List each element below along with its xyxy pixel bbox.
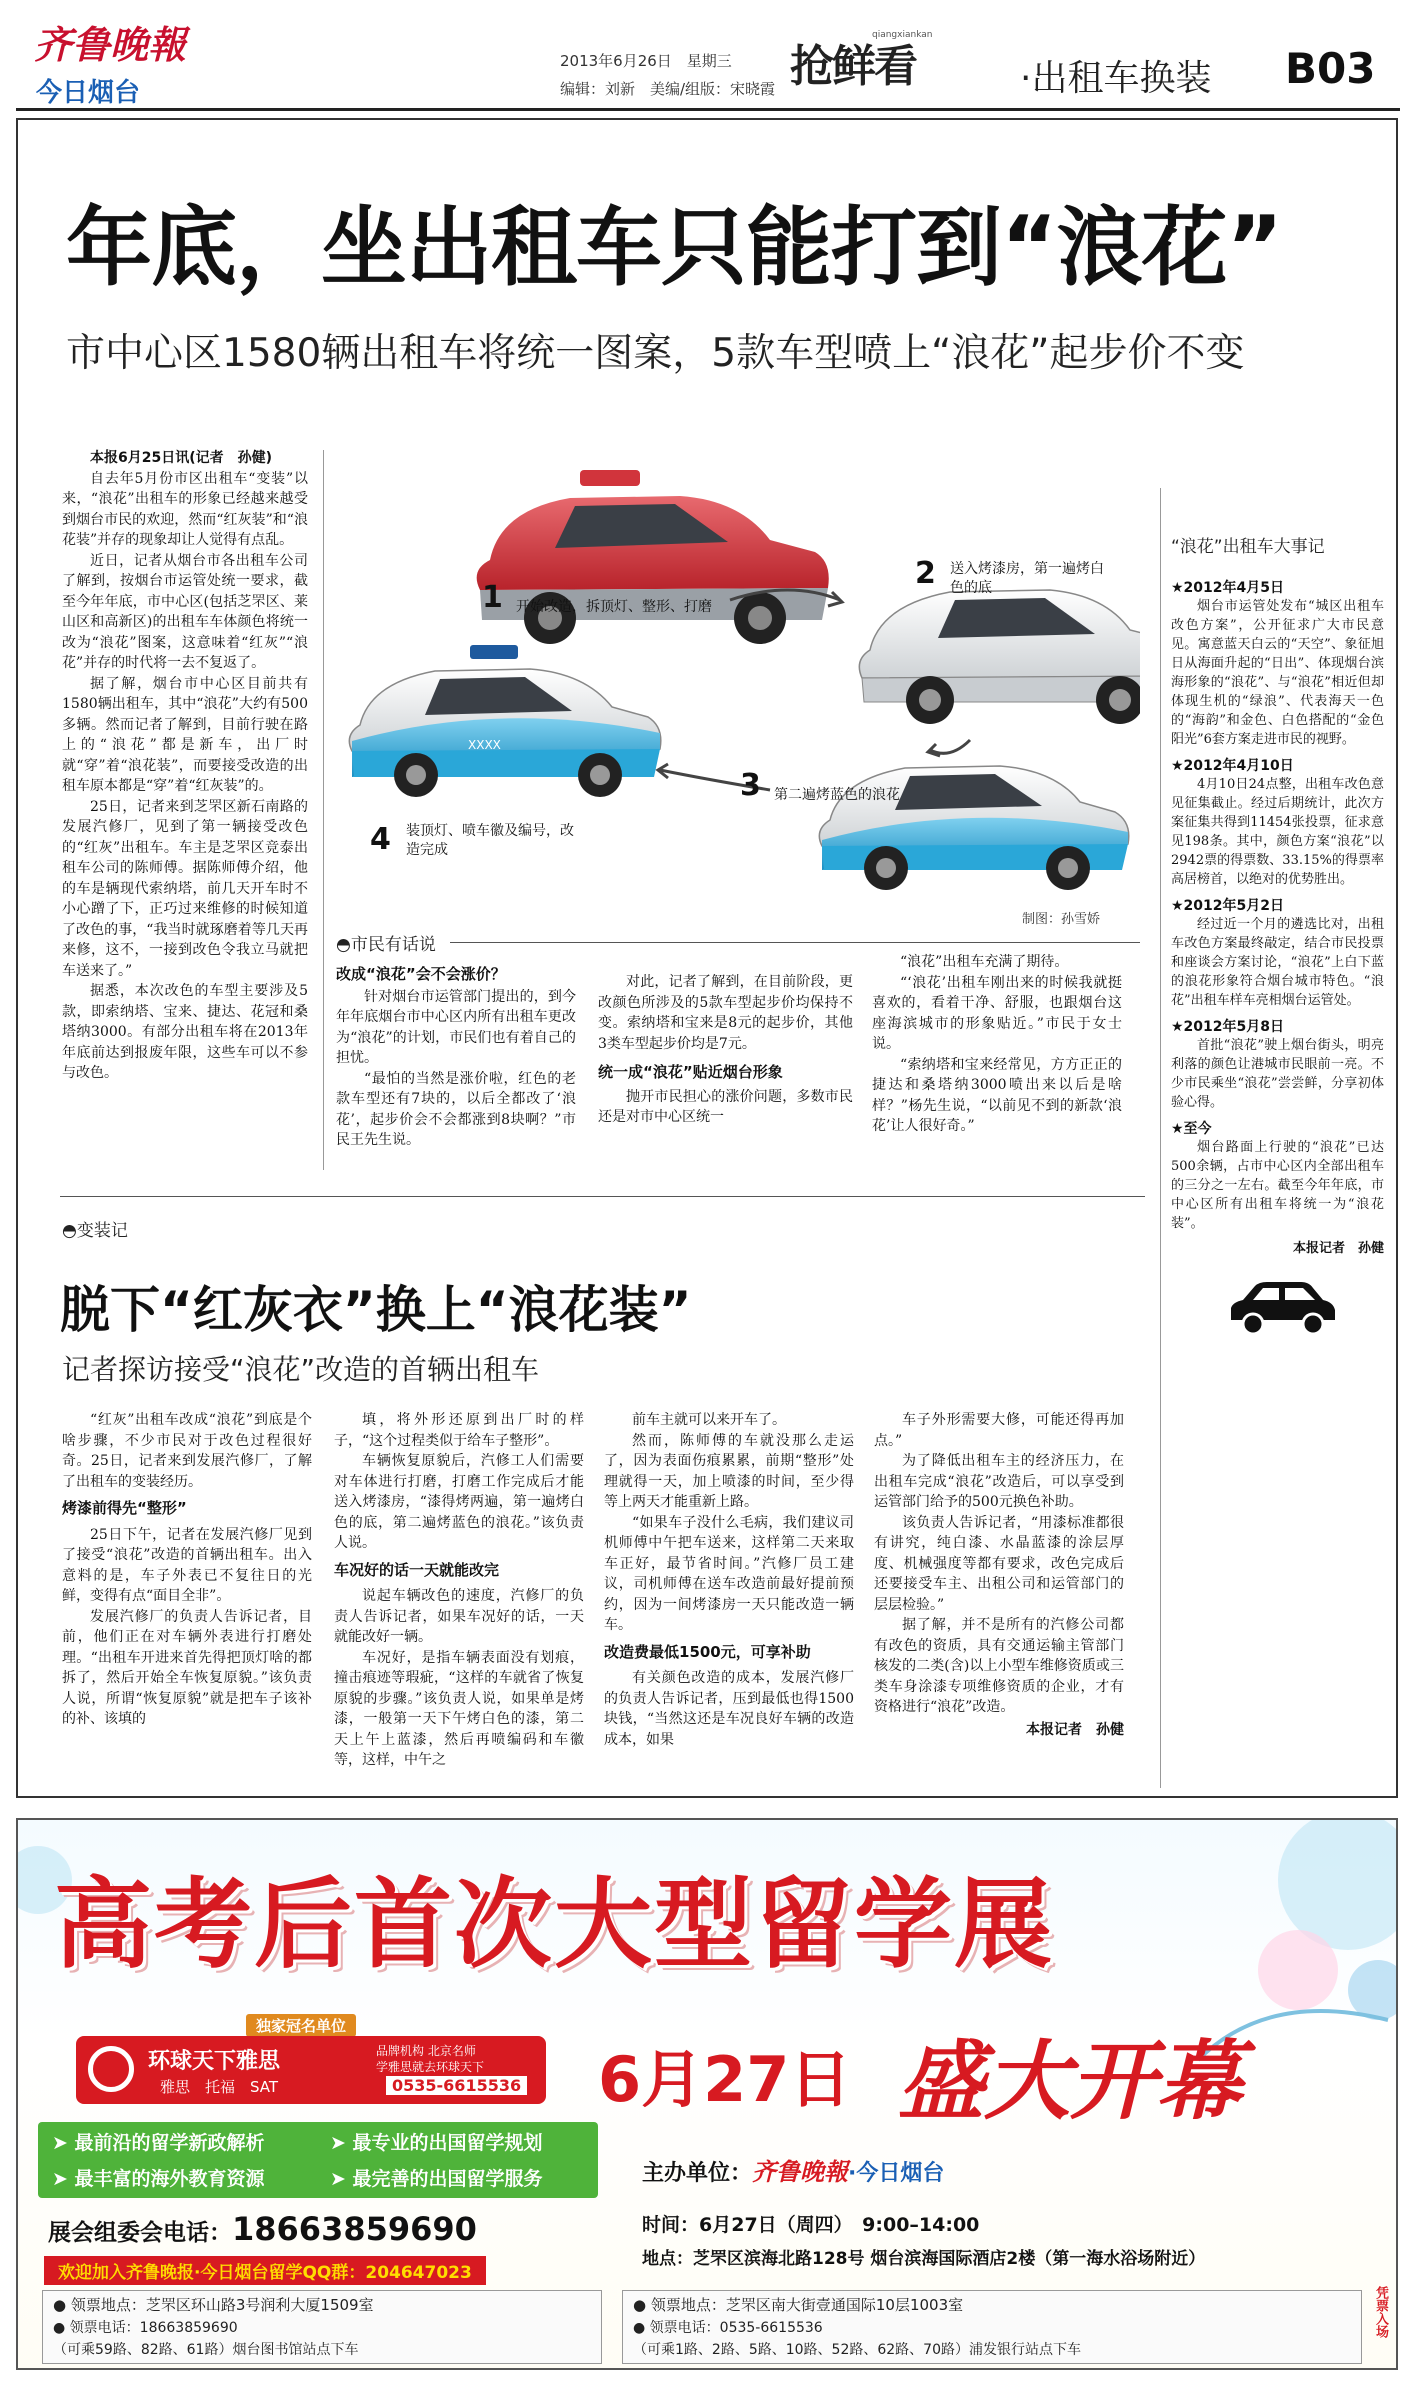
taxi-illustration <box>330 450 1140 940</box>
step-4-text: 装顶灯、喷车徽及编号，改造完成 <box>406 823 574 858</box>
illustration-credit: 制图：孙雪娇 <box>1022 912 1101 927</box>
timeline-title: “浪花”出租车大事记 <box>1171 537 1325 557</box>
story2-headline: 脱下“红灰衣”换上“浪花装” <box>60 1281 692 1339</box>
timeline-entry <box>1171 577 1384 749</box>
ad-title: 高考后首次大型留学展 <box>54 1868 1055 1982</box>
step-2-number: 2 <box>915 556 936 591</box>
sponsor-slogan: 学雅思就去环球天下 <box>376 2060 485 2074</box>
timeline-date: ★2012年5月8日 <box>1171 1019 1284 1035</box>
citizens-c3-p1: “浪花”出租车充满了期待。 <box>900 954 1069 970</box>
citizens-col-1 <box>336 962 576 1151</box>
issue-date: 2013年6月26日 星期三 <box>560 52 732 70</box>
ad-bullet: ➤ 最前沿的留学新政解析 <box>52 2132 265 2154</box>
lead-para-1: 自去年5月份市区出租车“变装”以来，“浪花”出租车的形象已经越来越受到烟台市民的欢迎，然而“红灰装”和“浪花装”并存的现象却让人觉得有点乱。 <box>62 470 308 548</box>
host-paper: 齐鲁晚報 <box>752 2157 849 2186</box>
timeline-entry <box>1171 1016 1384 1112</box>
lead-para-4: 25日，记者来到芝罘区新石南路的发展汽修厂，见到了第一辆接受改色的“红灰”出租车。车主是芝罘区竞泰出租车公司的陈师傅。据陈师傅介绍，他的车是辆现代索纳塔，前几天开车时不小心蹭了下，正巧过来维修的时候知道了改色的事，“我当时就琢磨着等几天再来修，这不，一接到改色令我立马就把车送来了。” <box>62 798 308 979</box>
sponsor-box <box>76 2036 546 2104</box>
ticket-right-line: ● 领票电话：0535-6615536 <box>633 2320 823 2336</box>
feature-name: 抢鲜看 <box>790 41 916 92</box>
editors: 编辑：刘新 美编/组版：宋晓霞 <box>560 80 776 98</box>
story2-para: 说起车辆改色的速度，汽修厂的负责人告诉记者，如果车况好的话，一天就能改好一辆。 <box>334 1588 584 1645</box>
masthead <box>0 0 1417 110</box>
sponsor-tag: 独家冠名单位 <box>246 2014 356 2037</box>
byline: 本报6月25日讯(记者 孙健) <box>90 450 273 466</box>
page-number: B03 <box>1285 44 1376 93</box>
host-section: ·今日烟台 <box>848 2161 945 2186</box>
story2-subhead: 改造费最低1500元，可享补助 <box>604 1642 811 1661</box>
sponsor-brand: 品牌机构 北京名师 <box>376 2044 476 2058</box>
ad-bullet: ➤ 最专业的出国留学规划 <box>330 2132 543 2154</box>
story2-label: ◓变装记 <box>62 1221 128 1241</box>
ad-bullets <box>38 2122 598 2198</box>
lead-para-5: 据悉，本次改色的车型主要涉及5款，即索纳塔、宝来、捷达、花冠和桑塔纳3000。有部分出租车将在2013年年底前达到报废年限，这些车可以不参与改色。 <box>62 983 308 1081</box>
timeline-text: 4月10日24点整，出租车改色意见征集截止。经过后期统计，此次方案征集共得到11454张投票，征求意见198条。其中，颜色方案“浪花”以2942票的得票数、33.15%的得票率高居榜首，以绝对的优势胜出。 <box>1171 777 1384 887</box>
lead-divider <box>323 450 324 1170</box>
citizens-col-3 <box>872 952 1122 1137</box>
citizens-c3-p3: “索纳塔和宝来经常见，方方正正的捷达和桑塔纳3000喷出来以后是啥样？”杨先生说，“以前见不到的新款‘浪花’让人很好奇。” <box>872 1056 1122 1134</box>
hotline-number: 18663859690 <box>232 2210 477 2248</box>
step-1-text: 开始改造，拆顶灯、整形、打磨 <box>516 599 712 615</box>
lead-para-3: 据了解，烟台市中心区目前共有1580辆出租车，其中“浪花”大约有500多辆。然而记者了解到，目前行驶在路上的“浪花”都是新车，出厂时就“穿”着“浪花装”，而要接受改造的出租车原本都是“穿”着“红灰装”的。 <box>62 675 308 794</box>
car-icon <box>1221 1280 1341 1340</box>
ad-bullet: ➤ 最完善的出国留学服务 <box>330 2168 543 2190</box>
story2-col-2 <box>334 1410 584 1771</box>
event-time: 时间：6月27日（周四） 9:00–14:00 <box>642 2214 980 2236</box>
timeline-date: ★至今 <box>1171 1121 1212 1137</box>
story2-para: 25日下午，记者在发展汽修厂见到了接受“浪花”改造的首辆出租车。出入意料的是，车子外表已不复往日的光鲜，变得有点“面目全非”。 <box>62 1526 312 1604</box>
host-label: 主办单位： <box>642 2161 753 2186</box>
timeline-entry <box>1171 1118 1384 1233</box>
ad-bullet: ➤ 最丰富的海外教育资源 <box>52 2168 265 2190</box>
ad-date: 6月27日 <box>598 2043 852 2116</box>
lead-para-2: 近日，记者从烟台市各出租车公司了解到，按烟台市运管处统一要求，截至今年年底，市中心区(包括芝罘区、莱山区和高新区)的出租车车体颜色将统一改为“浪花”图案，这意味着“红灰”“浪花”并存的时代将一去不复返了。 <box>62 552 308 671</box>
event-place: 地点：芝罘区滨海北路128号 烟台滨海国际酒店2楼（第一海水浴场附近） <box>642 2249 1206 2269</box>
ticket-right-line: （可乘1路、2路、5路、10路、52路、62路、70路）浦发银行站点下车 <box>633 2342 1081 2358</box>
step-2-text: 送入烤漆房，第一遍烤白色的底 <box>950 561 1104 596</box>
subheadline: 市中心区1580辆出租车将统一图案，5款车型喷上“浪花”起步价不变 <box>66 331 1245 376</box>
story2-subhead: 车况好的话一天就能改完 <box>334 1560 500 1579</box>
citizens-rule <box>450 942 1140 943</box>
citizens-subhead-2: 统一成“浪花”贴近烟台形象 <box>598 1063 783 1081</box>
citizens-c3-p2: “‘浪花’出租车刚出来的时候我就挺喜欢的，看着干净、舒服，也跟烟台这座海滨城市的形象贴近。”市民于女士说。 <box>872 974 1122 1052</box>
timeline-date: ★2012年4月5日 <box>1171 580 1284 596</box>
headline: 年底，坐出租车只能打到“浪花” <box>66 198 1283 298</box>
taxi-red-grey <box>477 470 829 644</box>
timeline-date: ★2012年5月2日 <box>1171 898 1284 914</box>
story2-para: 填，将外形还原到出厂时的样子，“这个过程类似于给车子整形”。 <box>334 1412 584 1449</box>
ticket-info-right <box>622 2290 1362 2364</box>
story2-para: 车况好，是指车辆表面没有划痕，撞击痕迹等瑕疵，“这样的车就省了恢复原貌的步骤。”该负责人说，如果单是烤漆，一般第一天下午烤白色的漆，第二天上午上蓝漆，然后再喷编码和车徽等，这样，中午之 <box>334 1649 584 1768</box>
timeline-date: ★2012年4月10日 <box>1171 758 1294 774</box>
story2-subhead: 烤漆前得先“整形” <box>62 1499 187 1517</box>
story2-para: 该负责人告诉记者，“用漆标准都很有讲究，纯白漆、水晶蓝漆的涂层厚度、机械强度等都有要求，改色完成后还要接受车主、出租公司和运管部门的层层检验。” <box>874 1514 1124 1613</box>
story2-para: 据了解，并不是所有的汽修公司都有改色的资质，具有交通运输主管部门核发的二类(含)以上小型车维修资质或三类车身涂漆专项维修资质的企业，才有资格进行“浪花”改造。 <box>874 1617 1124 1715</box>
story2-para: “如果车子没什么毛病，我们建议司机师傅中午把车送来，这样第二天来取车正好，最节省时间。”汽修厂员工建议，司机师傅在送车改造前最好提前预约，因为一间烤漆房一天只能改造一辆车。 <box>604 1514 854 1633</box>
taxi-plate-label: XXXX <box>468 738 501 752</box>
sponsor-logo-icon <box>88 2046 134 2092</box>
ticket-left-line: ● 领票地点：芝罘区环山路3号润利大厦1509室 <box>53 2296 374 2314</box>
citizens-col-2 <box>598 972 853 1128</box>
masthead-rule <box>16 108 1400 111</box>
story2-para: “红灰”出租车改成“浪花”到底是个啥步骤，不少市民对于改色过程很好奇。25日，记者来到发展汽修厂，了解了出租车的变装经历。 <box>62 1412 312 1490</box>
timeline-text: 首批“浪花”驶上烟台街头，明亮利落的颜色让港城市民眼前一亮。不少市民乘坐“浪花”尝尝鲜，分享初体验心得。 <box>1171 1038 1384 1110</box>
citizens-label: ◓市民有话说 <box>336 935 436 955</box>
citizens-c2-p2: 抛开市民担心的涨价问题，多数市民还是对市中心区统一 <box>598 1088 853 1125</box>
ticket-info-left <box>42 2290 602 2364</box>
story2-para: 发展汽修厂的负责人告诉记者，目前，他们正在对车辆外表进行打磨处理。“出租车开进来首先得把顶灯啥的都拆了，然后开始全车恢复原貌。”该负责人说，所谓“恢复原貌”就是把车子该补的补、该填的 <box>62 1608 312 1727</box>
sponsor-courses: 雅思 托福 SAT <box>160 2078 279 2096</box>
citizens-subhead-1: 改成“浪花”会不会涨价？ <box>336 965 506 983</box>
feature-pinyin: qiangxiankan <box>872 30 933 40</box>
story2-subheadline: 记者探访接受“浪花”改造的首辆出租车 <box>62 1353 540 1386</box>
topic-title: ·出租车换装 <box>1020 58 1212 99</box>
sponsor-name: 环球天下雅思 <box>148 2049 281 2074</box>
hotline-label: 展会组委会电话： <box>48 2220 232 2246</box>
taxi-process-graphic <box>330 450 1140 940</box>
story2-col-1 <box>62 1410 312 1730</box>
story2-para: 有关颜色改造的成本，发展汽修厂的负责人告诉记者，压到最低也得1500块钱，“当然这还是车况良好车辆的改造成本，如果 <box>604 1670 854 1748</box>
story2-signature: 本报记者 孙健 <box>1026 1721 1124 1738</box>
taxi-white-primer <box>859 590 1140 724</box>
timeline-text: 烟台路面上行驶的“浪花”已达500余辆，占市中心区内全部出租车的三分之一左右。截至今年年底，市中心区所有出租车将统一为“浪花装”。 <box>1171 1140 1384 1231</box>
timeline-signature: 本报记者 孙健 <box>1292 1241 1384 1256</box>
taxi-finished <box>349 645 660 797</box>
step-3-number: 3 <box>740 768 761 803</box>
sponsor-phone: 0535-6615536 <box>386 2076 527 2095</box>
timeline-entry <box>1171 755 1384 889</box>
free-entry-tag: 凭票入场 <box>1373 2286 1388 2338</box>
story2-col-3 <box>604 1410 854 1750</box>
paper-logo: 齐鲁晚報 <box>34 22 187 67</box>
host <box>642 2152 944 2187</box>
step-4-number: 4 <box>370 822 391 857</box>
ad-grand-opening: 盛大开幕 <box>898 2031 1242 2132</box>
timeline-text: 烟台市运管处发布“城区出租车改色方案”，公开征求广大市民意见。寓意蓝天白云的“天空”、象征旭日从海面升起的“日出”、体现烟台滨海形象的“浪花”、与“浪花”相近但却体现生机的“绿浪”、代表海天一色的“海韵”和金色、白色搭配的“金色阳光”6套方案走进市民的视野。 <box>1171 599 1384 747</box>
step-3-text: 第二遍烤蓝色的浪花 <box>774 787 900 803</box>
section-mark-icon: ◓ <box>62 1221 77 1241</box>
hotline <box>48 2210 477 2248</box>
timeline-text: 经过近一个月的遴选比对，出租车改色方案最终敲定，结合市民投票和座谈会方案讨论，“浪花”上白下蓝的浪花形象符合烟台城市特色。“浪花”出租车样车亮相烟台运管处。 <box>1171 917 1384 1008</box>
ticket-right-line: ● 领票地点：芝罘区南大街壹通国际10层1003室 <box>633 2296 964 2314</box>
section-mark-icon: ◓ <box>336 935 351 955</box>
citizens-c1-p1: 针对烟台市运管部门提出的，到今年年底烟台市中心区内所有出租车更改为“浪花”的计划，市民们也有着自己的担忧。 <box>336 988 576 1066</box>
citizens-c2-p1: 对此，记者了解到，在目前阶段，更改颜色所涉及的5款车型起步价均保持不变。索纳塔和宝来是8元的起步价，其他3类车型起步价均是7元。 <box>598 974 853 1052</box>
citizens-c1-p2: “最怕的当然是涨价啦，红色的老款车型还有7块的，以后全都改了‘浪花’，起步价会不会都涨到8块啊？”市民王先生说。 <box>336 1070 576 1148</box>
story2-para: 车子外形需要大修，可能还得再加点。” <box>874 1412 1124 1449</box>
lead-column <box>62 448 308 1084</box>
qq-group: 欢迎加入齐鲁晚报·今日烟台留学QQ群：204647023 <box>44 2256 486 2285</box>
story2-para: 前车主就可以来开车了。 <box>632 1412 786 1428</box>
ticket-left-line: （可乘59路、82路、61路）烟台图书馆站点下车 <box>53 2342 359 2358</box>
timeline-entry <box>1171 895 1384 1010</box>
ticket-left-line: ● 领票电话：18663859690 <box>53 2320 238 2336</box>
story2-para: 车辆恢复原貌后，汽修工人们需要对车体进行打磨，打磨工作完成后才能送入烤漆房，“漆得烤两遍，第一遍烤白色的底，第二遍烤蓝色的浪花。”该负责人说。 <box>334 1453 584 1551</box>
step-1-number: 1 <box>482 580 503 615</box>
story2-col-4 <box>874 1410 1124 1740</box>
story2-para: 为了降低出租车主的经济压力，在出租车完成“浪花”改造后，可以享受到运管部门给予的500元换色补助。 <box>874 1453 1124 1510</box>
timeline-sidebar <box>1160 488 1384 1788</box>
ad-banner <box>16 1818 1398 2370</box>
story2-para: 然而，陈师傅的车就没那么走运了，因为表面伤痕累累，前期“整形”处理就得一天，加上喷漆的时间，至少得等上两天才能重新上路。 <box>604 1432 854 1510</box>
story2-top-rule <box>60 1196 1145 1197</box>
section-name: 今日烟台 <box>36 78 141 108</box>
